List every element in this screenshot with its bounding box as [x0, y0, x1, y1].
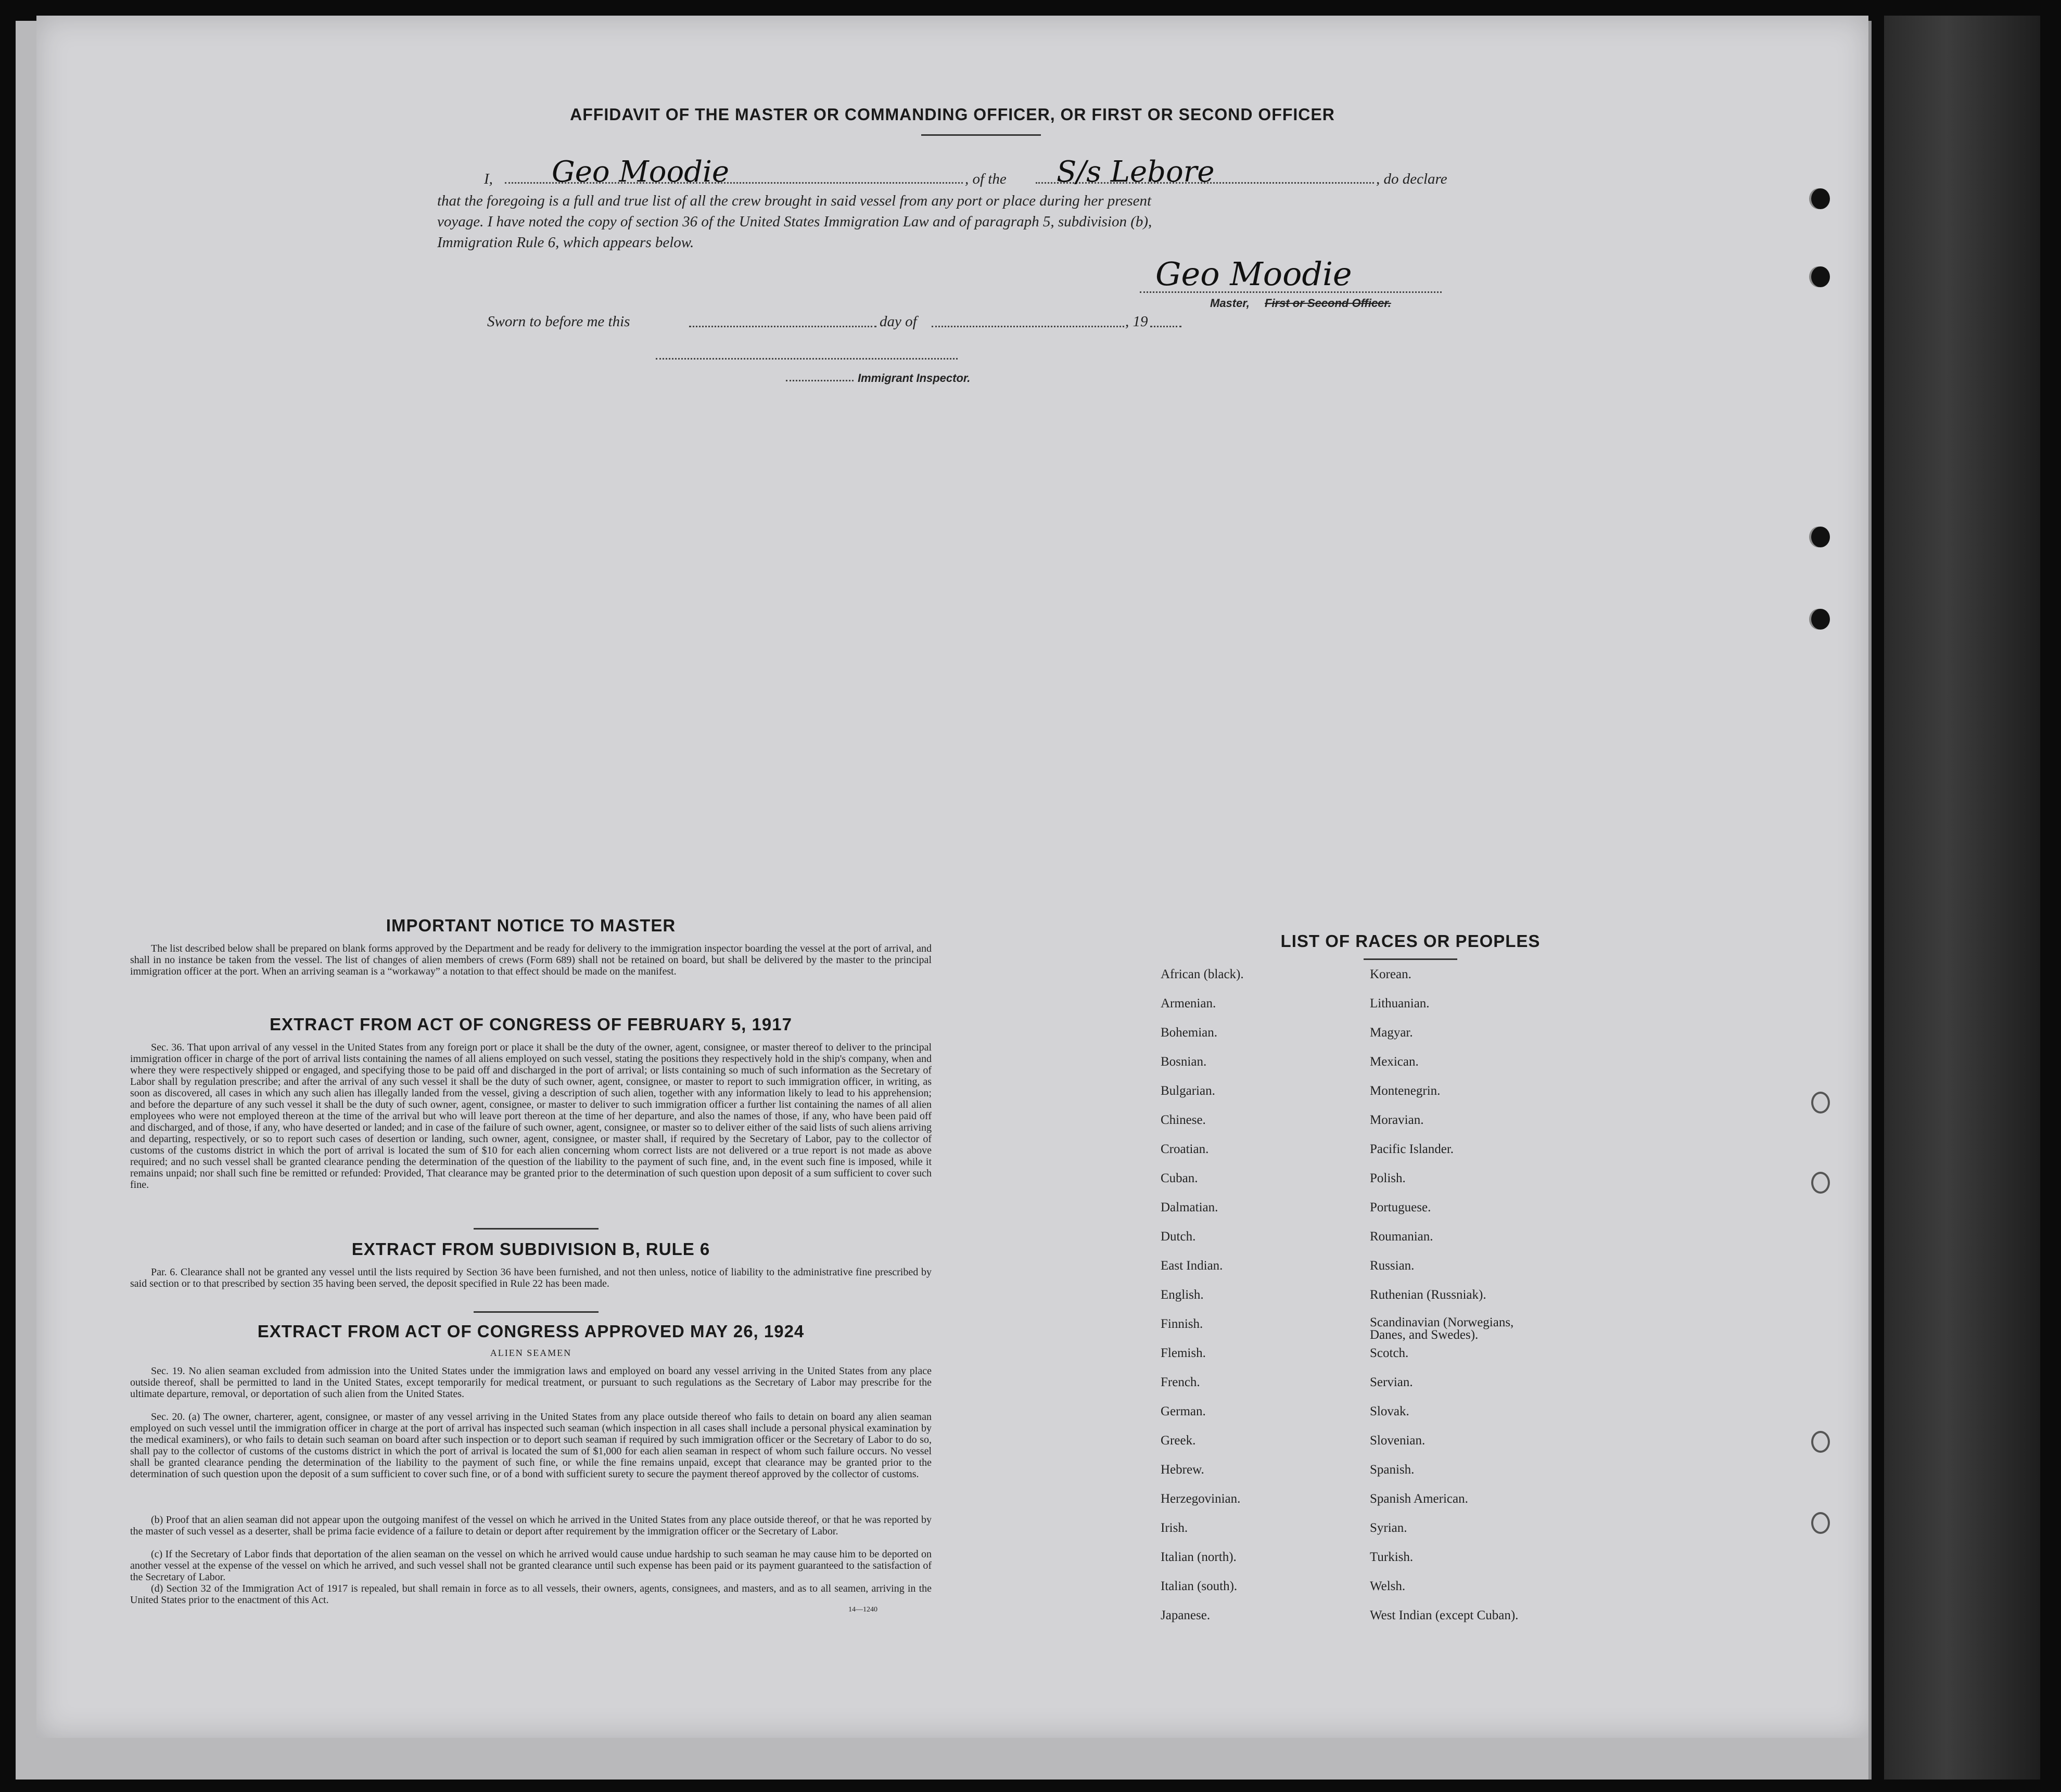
race-item: Korean.: [1370, 967, 1411, 981]
races-column-2: [1370, 967, 1588, 1637]
sec-20b-text: (b) Proof that an alien seaman did not appear upon the outgoing manifest of the vessel on which he arrived in the United States from any place outside thereof, or that he was reported by the master of such vessel as a deserter, shall be prima facie evidence of a failure to detain or deport after requirement by the immigration officer or the Secretary of Labor.: [130, 1514, 932, 1537]
race-item: African (black).: [1161, 967, 1244, 981]
master-name-handwritten: Geo Moodie: [552, 155, 730, 189]
sworn-label: Sworn to before me this: [487, 313, 630, 330]
race-item: Bosnian.: [1161, 1055, 1207, 1069]
race-item: Bulgarian.: [1161, 1084, 1215, 1098]
extract-1917-title: EXTRACT FROM ACT OF CONGRESS OF FEBRUARY 5, 1917: [270, 1015, 792, 1034]
of-the-label: , of the: [965, 171, 1007, 187]
inspector-signature-line: [656, 358, 958, 360]
race-item: Turkish.: [1370, 1550, 1414, 1564]
race-item: Russian.: [1370, 1259, 1415, 1273]
notice-title: IMPORTANT NOTICE TO MASTER: [386, 916, 676, 935]
race-item: Montenegrin.: [1370, 1084, 1441, 1098]
race-item: Welsh.: [1370, 1579, 1406, 1593]
race-item: Bohemian.: [1161, 1026, 1218, 1040]
race-item: Finnish.: [1161, 1317, 1203, 1331]
master-title-label: Master,: [1210, 297, 1250, 310]
race-item: Pacific Islander.: [1370, 1142, 1454, 1156]
alien-seamen-subtitle: ALIEN SEAMEN: [490, 1348, 572, 1358]
race-item: Ruthenian (Russniak).: [1370, 1288, 1486, 1302]
race-item: Hebrew.: [1161, 1463, 1204, 1477]
race-item: West Indian (except Cuban).: [1370, 1608, 1519, 1622]
races-column-1: [1161, 967, 1358, 1637]
struck-officer-label: First or Second Officer.: [1265, 297, 1391, 310]
affidavit-title-rule: [921, 134, 1041, 136]
race-item: German.: [1161, 1404, 1206, 1418]
punch-hole-icon: [1811, 1512, 1830, 1534]
race-item: Japanese.: [1161, 1608, 1211, 1622]
races-title: LIST OF RACES OR PEOPLES: [1280, 931, 1541, 951]
race-item: Herzegovinian.: [1161, 1492, 1241, 1506]
do-declare-label: , do declare: [1376, 171, 1447, 187]
punch-hole-icon: [1811, 527, 1830, 547]
race-item: Portuguese.: [1370, 1200, 1431, 1214]
affidavit-body-line-2: voyage. I have noted the copy of section 36 of the United States Immigration Law and of paragraph 5, subdivision (b),: [437, 213, 1152, 230]
race-item: Slovak.: [1370, 1404, 1409, 1418]
race-item: East Indian.: [1161, 1259, 1223, 1273]
punch-hole-icon: [1811, 1092, 1830, 1113]
inspector-name-line: [786, 380, 854, 381]
race-item: Syrian.: [1370, 1521, 1407, 1535]
punch-hole-icon: [1811, 1172, 1830, 1194]
affidavit-body-line-3: Immigration Rule 6, which appears below.: [437, 234, 694, 251]
sworn-month-line: [932, 326, 1124, 327]
race-item: Servian.: [1370, 1375, 1413, 1389]
sworn-day-line: [689, 326, 876, 327]
punch-hole-icon: [1811, 1431, 1830, 1453]
race-item: Cuban.: [1161, 1171, 1198, 1185]
race-item: Irish.: [1161, 1521, 1188, 1535]
race-item: Scandinavian (Norwegians, Danes, and Swedes).: [1370, 1315, 1514, 1342]
vessel-name-handwritten: S/s Lebore: [1057, 155, 1215, 189]
race-item: Lithuanian.: [1370, 996, 1430, 1010]
sec-20c-text: (c) If the Secretary of Labor finds that deportation of the alien seaman on the vessel on which he arrived would cause undue hardship to such seaman he may cause him to be deported on another vessel at the expense of the vessel on which he arrived, and such vessel shall not be granted clearance until such expense has been paid or its payment guaranteed to the satisfaction of the Secretary of Labor.: [130, 1548, 932, 1583]
affidavit-i-label: I,: [484, 171, 493, 187]
race-item: Flemish.: [1161, 1346, 1206, 1360]
manifest-page: [36, 16, 1868, 1738]
notice-text: The list described below shall be prepared on blank forms approved by the Department and be ready for delivery to the immigration inspector boarding the vessel at the port of arrival, and shall in no instance be taken from the vessel. The list of changes of alien members of crews (Form 689) shall not be retained on board, but shall be delivered by the master to the principal immigration officer at the port. When an arriving seaman is a “workaway” a notation to that effect should be made on the manifest.: [130, 943, 932, 977]
form-number: 14—1240: [848, 1606, 877, 1614]
race-item: Spanish.: [1370, 1463, 1415, 1477]
race-item: Italian (south).: [1161, 1579, 1238, 1593]
sec-19-text: Sec. 19. No alien seaman excluded from admission into the United States under the immigration laws and employed on board any vessel arriving in the United States from any place outside thereof, shall be permitted to land in the United States, except temporarily for medical treatment, or pursuant to such regulations as the Secretary of Labor may prescribe for the ultimate departure, removal, or deportation of such alien from the United States.: [130, 1365, 932, 1400]
punch-hole-icon: [1811, 266, 1830, 287]
race-item: Polish.: [1370, 1171, 1406, 1185]
race-item: Roumanian.: [1370, 1230, 1433, 1244]
races-title-rule: [1364, 958, 1457, 960]
rule-6-text: Par. 6. Clearance shall not be granted any vessel until the lists required by Section 36 have been furnished, and not then unless, notice of liability to the administrative fine prescribed by said section or to that prescribed by section 35 having been served, the deposit specified in Rule 22 has been made.: [130, 1266, 932, 1289]
sec-20a-text: Sec. 20. (a) The owner, charterer, agent, consignee, or master of any vessel arriving in the United States from any place outside thereof who fails to detain on board any alien seaman employed on such vessel until the immigration officer in charge at the port of arrival has inspected such seaman (which inspection in all cases shall include a personal physical examination by the medical examiners), or who fails to detain such seaman on board after such inspection or to deport such seaman if required by such immigration officer or the Secretary of Labor to do so, shall pay to the collector of customs of the customs district in which the port of arrival is located the sum of $1,000 for each alien seaman in respect of whom such failure occurs. No vessel shall be granted clearance pending the determination of the liability to the payment of such fine, or while the fine remains unpaid, except that clearance may be granted prior to the determination of such question upon the deposit of a sum sufficient to cover such fine, or of a bond with sufficient surety to secure the payment thereof approved by the collector of customs.: [130, 1411, 932, 1480]
race-item: Scotch.: [1370, 1346, 1409, 1360]
punch-hole-icon: [1811, 609, 1830, 630]
rule-6-title: EXTRACT FROM SUBDIVISION B, RULE 6: [351, 1239, 710, 1259]
signature-line: [1140, 291, 1442, 293]
extract-1917-text: Sec. 36. That upon arrival of any vessel in the United States from any foreign port or place it shall be the duty of the owner, agent, consignee, or master thereof to deliver to the principal immigration officer in charge of the port of arrival lists containing the names of all aliens employed on such vessel, stating the positions they respectively hold in the ship's company, when and where they were respectively shipped or engaged, and specifying those to be paid off and discharged in the port of arrival; or lists containing so much of such information as the Secretary of Labor shall by regulation prescribe; and after the arrival of any such vessel it shall be the duty of such owner, agent, consignee, or master to report to such immigration officer, in writing, as soon as discovered, all cases in which any such alien has illegally landed from the vessel, giving a description of such alien, together with any information likely to lead to his apprehension; and before the departure of any such vessel it shall be the duty of such owner, agent, consignee, or master to deliver to such immigration officer a further list containing the names of all alien employees who were not employed thereon at the time of the arrival but who will leave port thereon at the time of her departure, and also the names of those, if any, who have been paid off and discharged, and of those, if any, who have deserted or landed; and in case of the failure of such owner, agent, consignee, or master so to deliver either of the said lists of such aliens arriving and departing, respectively, or so to report such cases of desertion or landing, such owner, agent, consignee, or master shall, if required by the Secretary of Labor, pay to the collector of customs of the customs district in which the port of arrival is located the sum of $10 for each alien concerning whom correct lists are not delivered or a true report is not made as above required; and no such vessel shall be granted clearance pending the determination of the question of the liability to the payment of such fine, and, in the event such fine is imposed, while it remains unpaid; nor shall such fine be remitted or refunded: Provided, That clearance may be granted prior to the determination of such question upon deposit of a sum sufficient to cover such fine.: [130, 1042, 932, 1191]
race-item: French.: [1161, 1375, 1200, 1389]
race-item: English.: [1161, 1288, 1204, 1302]
extract-1924-divider: [474, 1311, 599, 1313]
race-item: Dalmatian.: [1161, 1200, 1218, 1214]
day-of-label: day of: [880, 313, 917, 330]
rule-6-divider: [474, 1228, 599, 1230]
affidavit-body-line-1: that the foregoing is a full and true list of all the crew brought in said vessel from any port or place during her present: [437, 193, 1152, 209]
punch-hole-icon: [1811, 188, 1830, 209]
inspector-label: Immigrant Inspector.: [858, 372, 971, 385]
sworn-year-line: [1150, 326, 1181, 327]
race-item: Mexican.: [1370, 1055, 1419, 1069]
race-item: Slovenian.: [1370, 1433, 1426, 1448]
race-item: Moravian.: [1370, 1113, 1424, 1127]
race-item: Greek.: [1161, 1433, 1196, 1448]
race-item: Dutch.: [1161, 1230, 1196, 1244]
extract-1924-title: EXTRACT FROM ACT OF CONGRESS APPROVED MAY 26, 1924: [257, 1322, 805, 1341]
race-item: Croatian.: [1161, 1142, 1209, 1156]
race-item: Italian (north).: [1161, 1550, 1237, 1564]
master-signature-handwritten: Geo Moodie: [1155, 255, 1352, 293]
race-item: Magyar.: [1370, 1026, 1413, 1040]
race-item: Armenian.: [1161, 996, 1216, 1010]
year-label: , 19: [1125, 313, 1148, 330]
race-item: Chinese.: [1161, 1113, 1206, 1127]
affidavit-title: AFFIDAVIT OF THE MASTER OR COMMANDING OFFICER, OR FIRST OR SECOND OFFICER: [570, 105, 1335, 124]
scan-shadow-strip: [1884, 16, 2040, 1780]
race-item: Spanish American.: [1370, 1492, 1468, 1506]
sec-20d-text: (d) Section 32 of the Immigration Act of 1917 is repealed, but shall remain in force as to all vessels, their owners, agents, consignees, and masters, and as to all seamen, arriving in the United States prior to the enactment of this Act.: [130, 1583, 932, 1606]
